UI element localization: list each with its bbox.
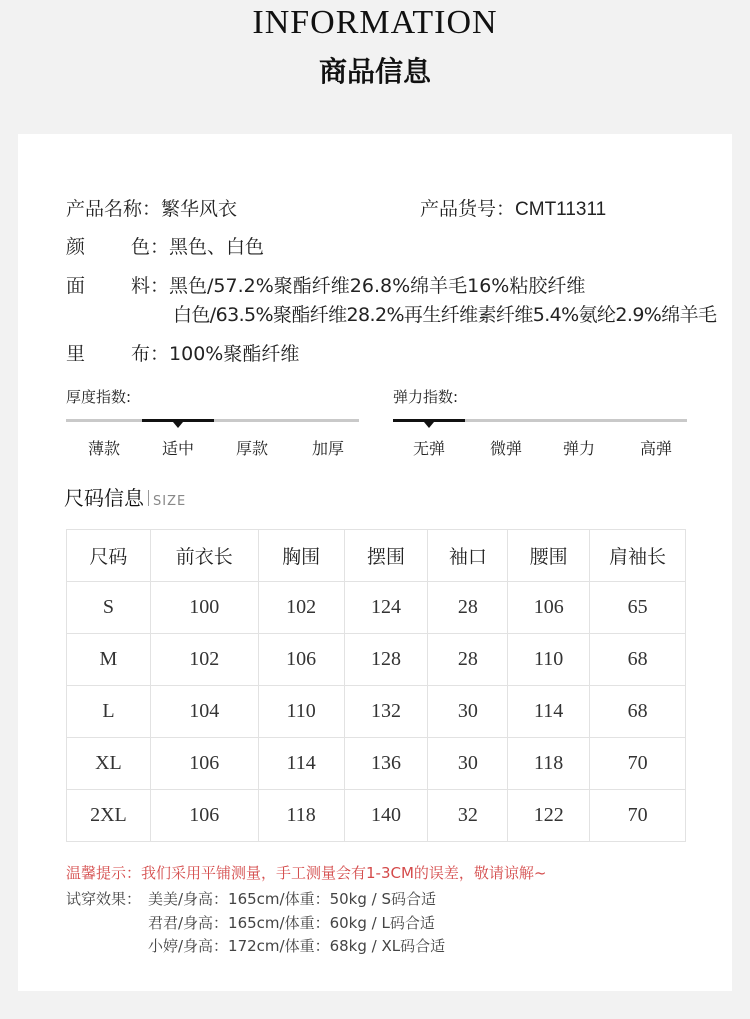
elasticity-label: 弹力指数: [393, 388, 459, 406]
thickness-arrow-icon [173, 422, 183, 428]
table-row [67, 738, 686, 790]
table-cell: S [67, 582, 151, 634]
thickness-label: 厚度指数: [66, 388, 132, 406]
table-cell: 106 [508, 582, 590, 634]
elasticity-option-none: 无弹 [412, 439, 445, 458]
title-cn: 商品信息 [318, 55, 431, 88]
table-cell: 140 [344, 790, 428, 842]
table-cell: 102 [150, 634, 258, 686]
header-cell: 摆围 [344, 530, 428, 582]
product-name-label: 产品名称： [66, 198, 162, 220]
product-sku-label: 产品货号： [420, 198, 516, 220]
color-value: 黑色、白色 [169, 236, 265, 258]
try-on-entry: 君君/身高：165cm/体重：60kg / L码合适 [148, 914, 435, 932]
colon: ： [150, 343, 170, 365]
elasticity-option-high: 高弹 [639, 439, 672, 458]
table-cell: L [67, 686, 151, 738]
colon: ： [150, 236, 170, 258]
header-cell: 袖口 [428, 530, 508, 582]
try-on-entry: 小婷/身高：172cm/体重：68kg / XL码合适 [148, 937, 446, 955]
elasticity-option-slight: 微弹 [489, 439, 522, 458]
lining-row [66, 339, 299, 366]
table-cell: 100 [150, 582, 258, 634]
size-table-header [67, 530, 686, 582]
try-on-label: 试穿效果： [66, 890, 142, 908]
table-cell: 110 [508, 634, 590, 686]
fabric-label: 面料 [66, 275, 150, 297]
table-cell: M [67, 634, 151, 686]
table-cell: 2XL [67, 790, 151, 842]
table-cell: 28 [428, 582, 508, 634]
size-divider [148, 490, 149, 506]
fabric-line1: 黑色/57.2%聚酯纤维26.8%绵羊毛16%粘胶纤维 [169, 275, 586, 297]
lining-label: 里布 [66, 343, 150, 365]
size-subtitle: SIZE [153, 494, 187, 509]
table-cell: 114 [258, 738, 344, 790]
table-cell: 132 [344, 686, 428, 738]
product-name-value: 繁华风衣 [161, 198, 238, 220]
table-cell: 106 [258, 634, 344, 686]
table-cell: 122 [508, 790, 590, 842]
header-cell: 腰围 [508, 530, 590, 582]
thickness-option-thick: 厚款 [235, 439, 268, 458]
lining-value: 100%聚酯纤维 [169, 343, 300, 365]
table-row [67, 686, 686, 738]
table-cell: 118 [508, 738, 590, 790]
size-table [66, 529, 686, 842]
table-cell: 128 [344, 634, 428, 686]
header-cell: 尺码 [67, 530, 151, 582]
header-cell: 肩袖长 [590, 530, 686, 582]
table-cell: 70 [590, 790, 686, 842]
thickness-option-medium: 适中 [161, 439, 194, 458]
info-card [18, 134, 732, 991]
elasticity-arrow-icon [424, 422, 434, 428]
table-cell: 68 [590, 634, 686, 686]
table-row [67, 790, 686, 842]
table-cell: XL [67, 738, 151, 790]
table-cell: 30 [428, 738, 508, 790]
fabric-line2: 白色/63.5%聚酯纤维28.2%再生纤维素纤维5.4%氨纶2.9%绵羊毛 [173, 304, 717, 326]
fabric-row [66, 271, 585, 298]
color-label: 颜色 [66, 236, 150, 258]
table-cell: 106 [150, 790, 258, 842]
colon: ： [150, 275, 170, 297]
header-cell: 胸围 [258, 530, 344, 582]
table-cell: 118 [258, 790, 344, 842]
table-cell: 32 [428, 790, 508, 842]
table-cell: 104 [150, 686, 258, 738]
table-cell: 28 [428, 634, 508, 686]
elasticity-option-elastic: 弹力 [562, 439, 595, 458]
try-on-entry: 美美/身高：165cm/体重：50kg / S码合适 [148, 890, 437, 908]
table-row [67, 582, 686, 634]
table-cell: 30 [428, 686, 508, 738]
header-cell: 前衣长 [150, 530, 258, 582]
table-cell: 110 [258, 686, 344, 738]
product-name-row [66, 194, 237, 221]
table-cell: 102 [258, 582, 344, 634]
title-en: INFORMATION [252, 4, 498, 41]
table-cell: 114 [508, 686, 590, 738]
color-row [66, 232, 264, 259]
thickness-option-extra: 加厚 [311, 439, 344, 458]
table-cell: 106 [150, 738, 258, 790]
product-sku-value: CMT11311 [515, 199, 607, 220]
size-heading [64, 482, 186, 511]
thickness-option-thin: 薄款 [87, 439, 120, 458]
table-row [67, 634, 686, 686]
table-cell: 65 [590, 582, 686, 634]
table-cell: 124 [344, 582, 428, 634]
table-cell: 68 [590, 686, 686, 738]
table-cell: 136 [344, 738, 428, 790]
size-title: 尺码信息 [64, 486, 144, 510]
table-cell: 70 [590, 738, 686, 790]
measure-tip: 温馨提示：我们采用平铺测量，手工测量会有1-3CM的误差，敬请谅解~ [66, 864, 547, 882]
product-sku-row [420, 194, 606, 221]
